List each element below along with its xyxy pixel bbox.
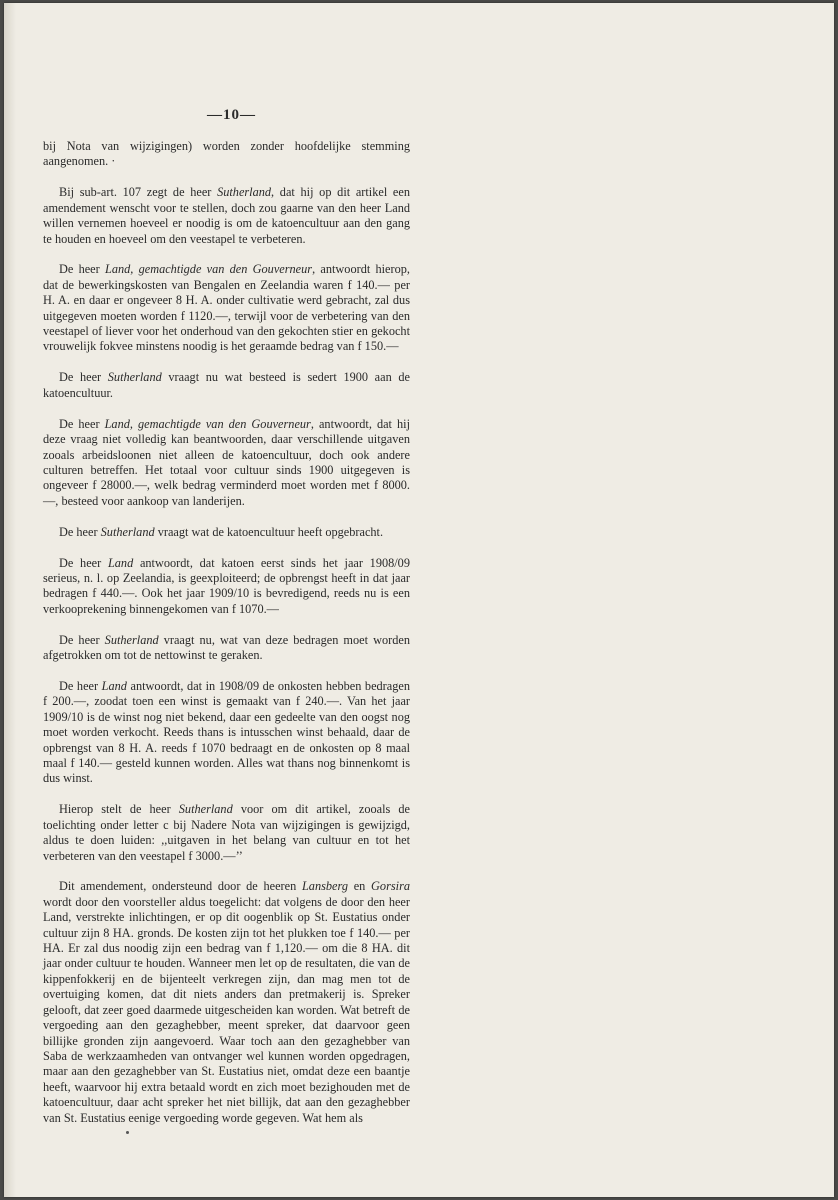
- text-run: vraagt wat de katoencultuur heeft opgebracht.: [154, 524, 384, 539]
- paragraph: [43, 802, 410, 864]
- paragraph: [43, 633, 410, 664]
- paragraph: [43, 679, 410, 787]
- speaker-name: Sutherland: [217, 185, 272, 200]
- body-text: [43, 139, 410, 1141]
- paragraph: [43, 879, 410, 1126]
- text-run: Hierop stelt de heer: [59, 802, 179, 817]
- text-run: , antwoordt, dat hij deze vraag niet volledig kan beantwoorden, daar verschillende uitgaven zooals arbeidsloonen niet alleen de katoencultuur, doch ook andere culturen betreffen. Het totaal voor cultuur sinds 1900 uitgegeven is ongeveer f 28000.—, welk bedrag verminderd moet worden met f 8000.—, besteed voor aankoop van landerijen.: [43, 416, 410, 508]
- speaker-name: Sutherland: [104, 632, 159, 647]
- text-run: , dat hij op dit artikel een amendement wenscht voor te stellen, doch zou gaarne van den heer Land willen vernemen hoeveel er noodig is om de katoencultuur aan den gang te houden en hoeveel om den veestapel te verbeteren.: [43, 185, 410, 246]
- text-run: antwoordt, dat in 1908/09 de onkosten hebben bedragen f 200.—, zoodat toen een winst is gemaakt van f 240.—. Van het jaar 1909/10 is de winst nog niet bekend, daar een gedeelte van den oogst nog moet worden verkocht. Reeds thans is intusschen winst behaald, daar de opbrengst van 8 H. A. reeds f 1070 bedraagt en de onkosten op 8 maal maal f 140.— gesteld kunnen worden. Alles wat thans nog binnenkomt is dus winst.: [43, 678, 410, 786]
- text-run: wordt door den voorsteller aldus toegelicht: dat volgens de door den heer Land, verstrekte inlichtingen, er op dit oogenblik op St. Eustatius onder cultuur zijn 8 HA. gronds. De kosten zijn tot het plukken toe f 140.— per HA. Er zal dus noodig zijn een bedrag van f 1,120.— om die 8 HA. dit jaar onder cultuur te houden. Wanneer men let op de resultaten, die van de kippenfokkerij en de bijenteelt verkregen zijn, dan mag men tot de overtuiging komen, dat dit niets anders dan pretmakerij is. Spreker gelooft, dat zeer goed daarmede uitgescheiden kan worden. Wat betreft de vergoeding aan den gezaghebber, meent spreker, dat daarvoor geen billijke gronden zijn aangevoerd. Waar toch aan den gezaghebber van Saba de werkzaamheden van ontvanger wel kunnen worden opgedragen, maar aan den gezaghebber van St. Eustatius niet, omdat deze een baantje heeft, waarvoor hij extra betaald wordt en zich moet bezighouden met de katoencultuur, daar acht spreker het niet billijk, dat aan den gezaghebber van St. Eustatius eenige vergoeding worde gegeven. Wat hem als: [43, 894, 410, 1125]
- speaker-name: Land, gemachtigde van den Gouverneur: [104, 416, 311, 431]
- paragraph: [43, 417, 410, 509]
- text-run: De heer: [59, 678, 102, 693]
- speaker-name: Land: [107, 555, 134, 570]
- speaker-name: Sutherland: [107, 370, 162, 385]
- text-run: De heer: [59, 524, 101, 539]
- paragraph: [43, 262, 410, 354]
- text-run: Dit amendement, ondersteund door de heeren: [59, 879, 302, 894]
- paragraph: [43, 556, 410, 618]
- page-number: —10—: [207, 107, 256, 123]
- speaker-name: Gorsira: [371, 879, 410, 894]
- speaker-name: Land: [101, 678, 127, 693]
- text-run: , antwoordt hierop, dat de bewerkingskosten van Bengalen en Zeelandia waren f 140.— per H. A. en daar er ongeveer 8 H. A. onder cultivatie werd gebracht, zal dus uitgegeven moeten worden f 1120.—, terwijl voor de verbetering van den veestapel of liever voor het onderhoud van den gekochten stier en gekocht vrouwelijk fokvee minstens noodig is het geraamde bedrag van f 150.—: [43, 262, 410, 354]
- text-run: De heer: [59, 370, 108, 385]
- paragraph: [43, 185, 410, 247]
- text-run: Bij sub-art. 107 zegt de heer: [59, 185, 218, 200]
- speaker-name: Sutherland: [178, 802, 233, 817]
- text-run: bij Nota van wijzigingen) worden zonder hoofdelijke stemming aangenomen. ·: [43, 139, 410, 169]
- text-run: De heer: [59, 262, 105, 277]
- speaker-name: Lansberg: [301, 879, 348, 894]
- text-run: De heer: [59, 555, 108, 570]
- speaker-name: Sutherland: [100, 524, 155, 539]
- paragraph: [43, 370, 410, 401]
- text-run: voor om dit artikel, zooals de toelichting onder letter c bij Nadere Nota van wijzigingen is gewijzigd, aldus te doen luiden: ,,uitgaven in het belang van cultuur en tot het verbeteren van den veestapel f 3000.—’’: [43, 802, 411, 863]
- text-run: antwoordt, dat katoen eerst sinds het jaar 1908/09 serieus, n. l. op Zeelandia, is geexploiteerd; de opbrengst heeft in dat jaar bedragen f 440.—. Ook het jaar 1909/10 is bevredigend, reeds nu is een verkooprekening binnengekomen van f 1070.—: [43, 555, 410, 616]
- paragraph: [43, 139, 410, 170]
- ink-dot: [126, 1131, 129, 1134]
- text-run: en: [347, 879, 372, 894]
- document-page: [4, 3, 834, 1197]
- text-run: De heer: [59, 632, 105, 647]
- text-run: vraagt nu wat besteed is sedert 1900 aan de katoencultuur.: [43, 370, 410, 400]
- paragraph: [43, 525, 410, 540]
- text-run: De heer: [59, 416, 105, 431]
- speaker-name: Land, gemachtigde van den Gouverneur: [104, 262, 313, 277]
- text-run: vraagt nu, wat van deze bedragen moet worden afgetrokken om tot de nettowinst te geraken.: [43, 632, 410, 663]
